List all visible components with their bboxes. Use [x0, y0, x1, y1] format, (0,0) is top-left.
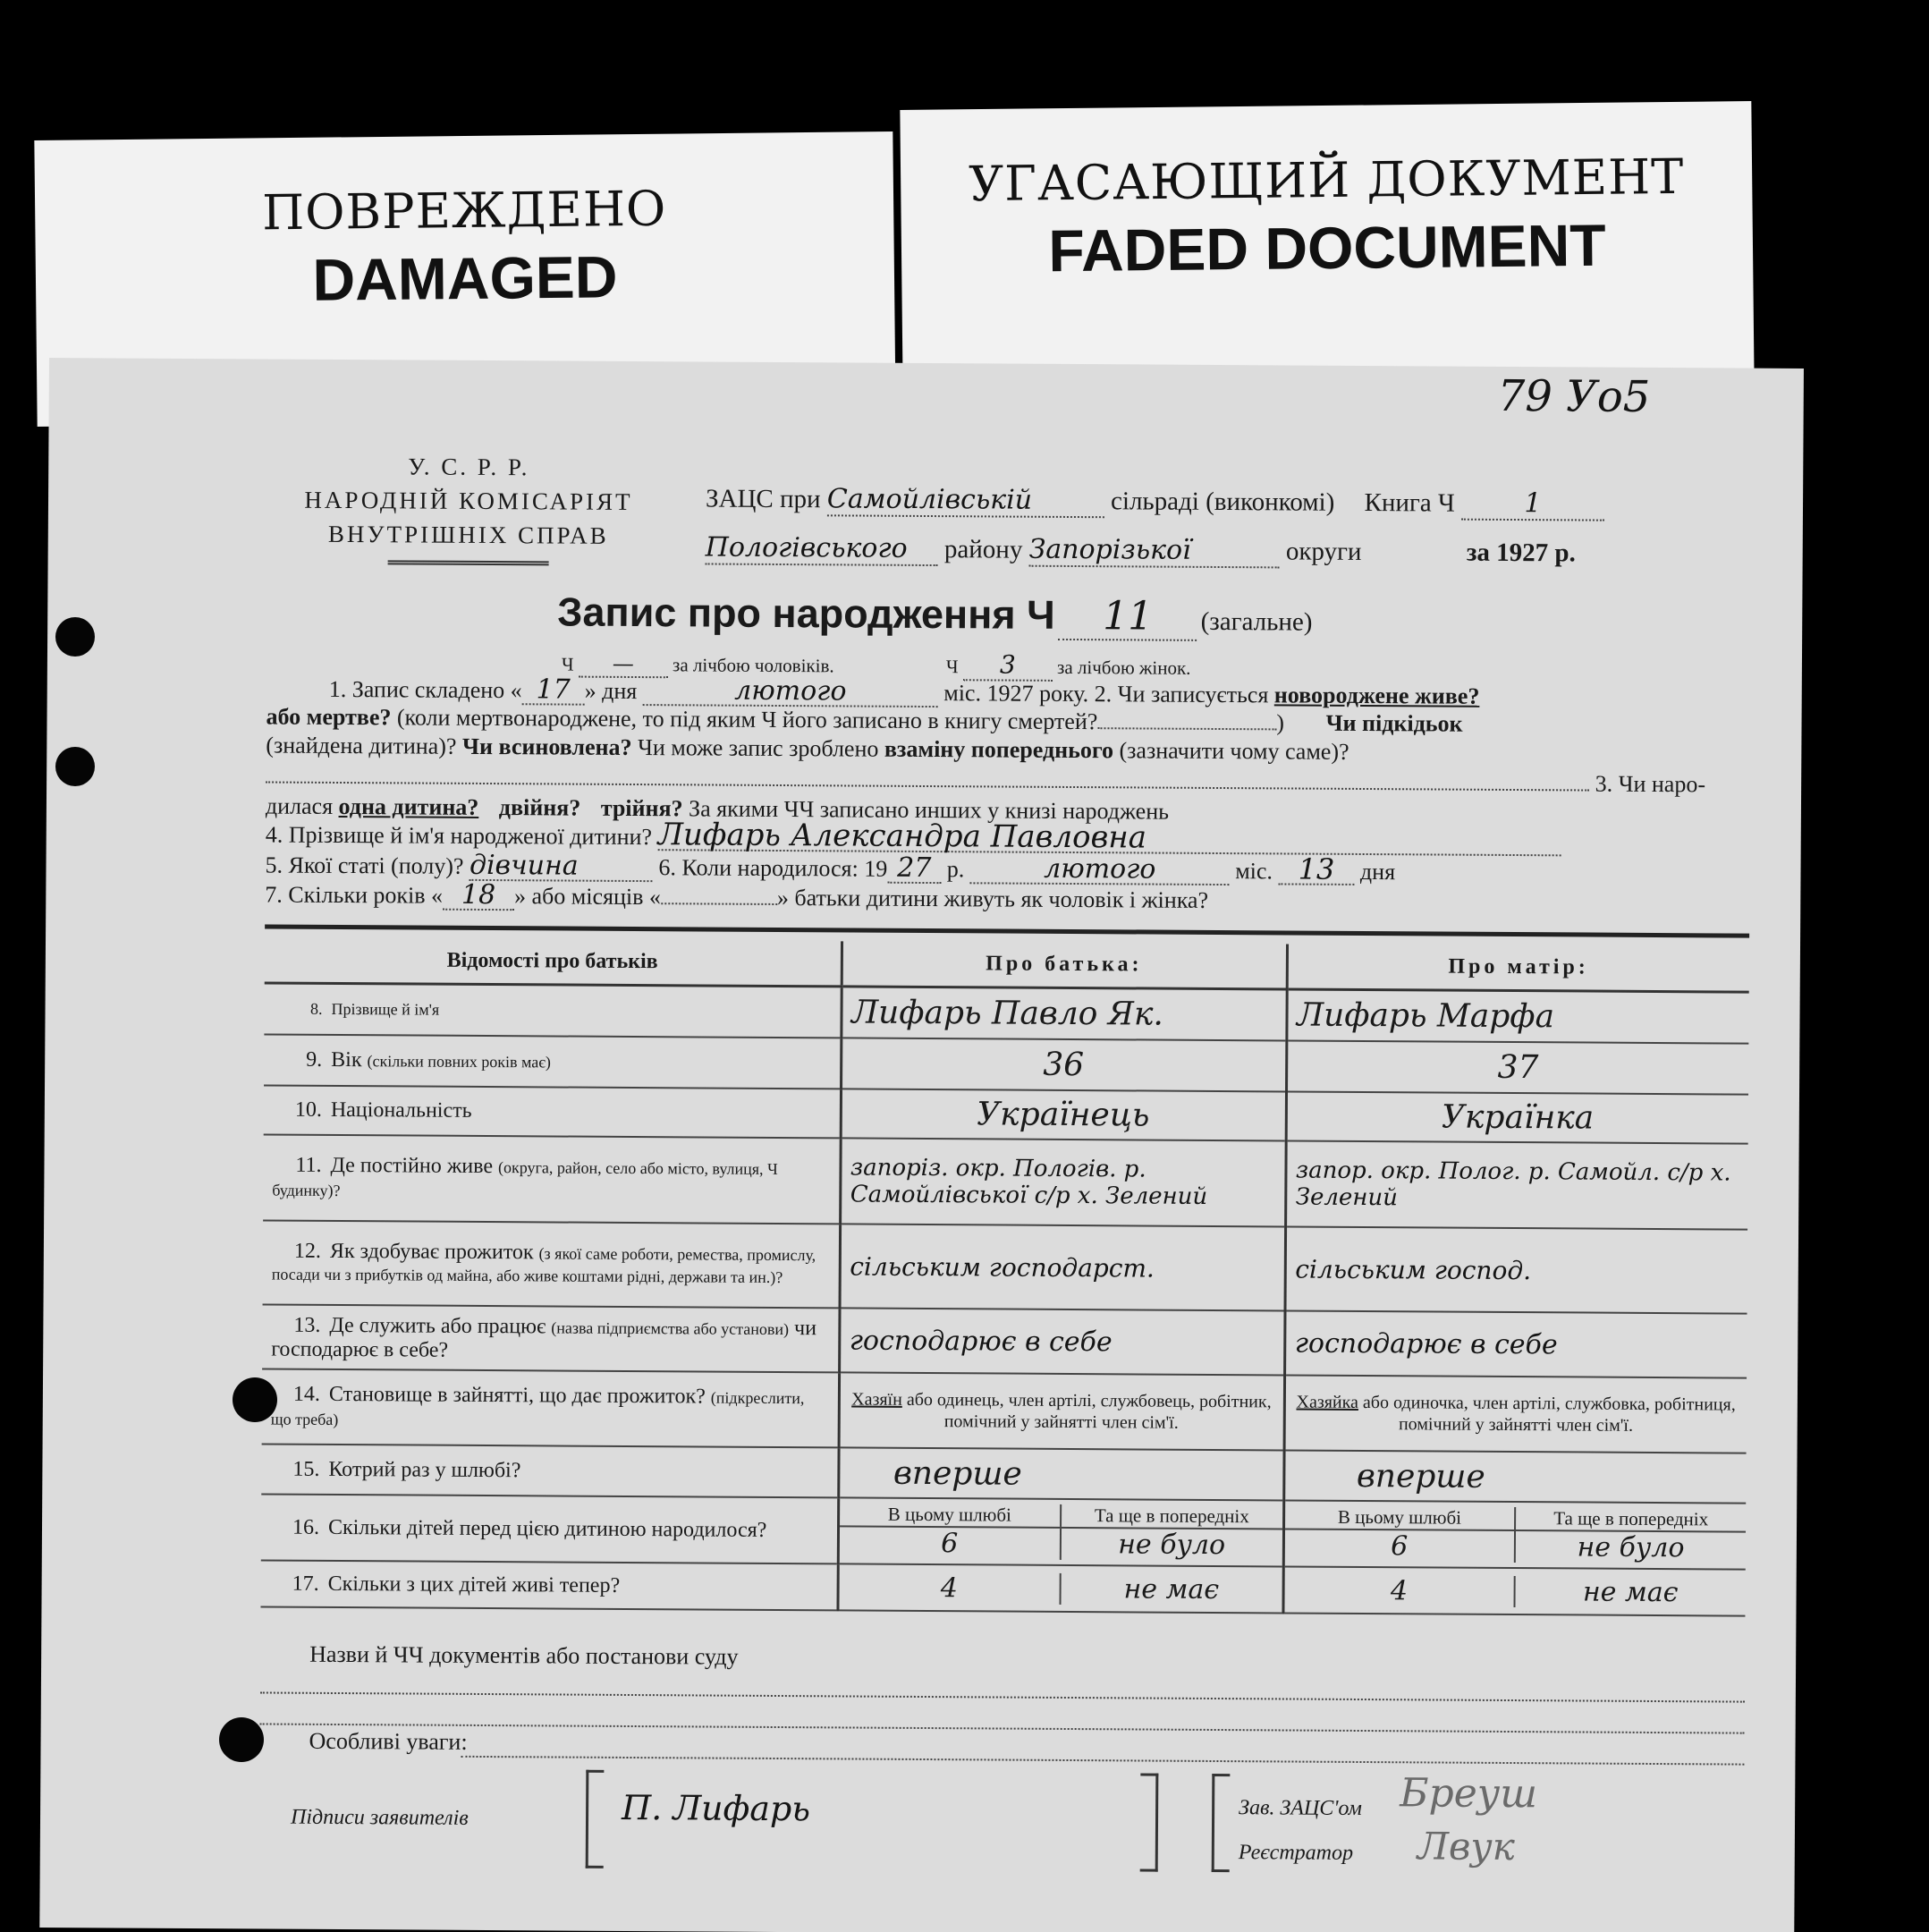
- l1-c: міс. 1927 року. 2. Чи записується: [943, 680, 1269, 708]
- father-age: 36: [841, 1038, 1286, 1091]
- child-sex: дівчина: [470, 852, 653, 882]
- record-day: 17: [522, 675, 585, 705]
- men-count-suffix: за лічбою чоловіків.: [672, 654, 834, 677]
- row-number: 13.: [293, 1313, 321, 1337]
- father-alive-prev: не має: [1060, 1572, 1282, 1606]
- row-label: Вік: [331, 1047, 362, 1072]
- notes-blank-line: [461, 1756, 1744, 1766]
- signers-bracket-left: [586, 1770, 605, 1868]
- mother-livelihood: сільським господ.: [1285, 1226, 1748, 1313]
- row-label: Котрий раз у шлюбі?: [328, 1457, 521, 1482]
- zags-line: [706, 482, 1604, 521]
- father-alive-this: 4: [940, 1572, 959, 1604]
- ministry-line-1: НАРОДНІЙ КОМІСАРІЯТ: [304, 486, 633, 515]
- table-row: [263, 1220, 1748, 1313]
- row-hint: (скільки повних років має): [367, 1052, 552, 1072]
- table-row: [261, 1444, 1746, 1503]
- l8-c: » батьки дитини живуть як чоловік і жінка?: [776, 884, 1209, 913]
- father-residence: запоріз. окр. Пологів. р. Самойлівської с/р х. Зелений: [840, 1138, 1286, 1226]
- l6-a: 4. Прізвище й ім'я народженої дитини?: [265, 821, 653, 851]
- record-title: [557, 589, 1313, 641]
- row-question: [264, 1034, 841, 1089]
- l3-d: взаміну попереднього: [884, 735, 1114, 764]
- col-header-father: Про батька:: [842, 941, 1287, 988]
- father-nationality: Українець: [841, 1089, 1286, 1140]
- registrar-label: Реєстратор: [1238, 1841, 1354, 1865]
- title-suffix: (загальне): [1200, 606, 1313, 637]
- row-label: Як здобуває прожиток: [329, 1239, 534, 1265]
- father-status-options: або одинець, член артілі, службовець, робітник, помічний у зайнятті член сім'ї.: [906, 1389, 1272, 1433]
- mother-status-selected: Хазяйка: [1296, 1392, 1359, 1412]
- zags-value: Самойлівській: [827, 483, 1104, 518]
- notice-en-text: DAMAGED: [312, 243, 618, 313]
- table-row: [260, 1560, 1745, 1615]
- notice-ru-text: ПОВРЕЖДЕНО: [261, 180, 667, 242]
- zags-head-label: Зав. ЗАЦС'ом: [1239, 1796, 1362, 1820]
- mother-alive-prev: не має: [1514, 1576, 1746, 1609]
- mother-children-alive: [1282, 1566, 1745, 1615]
- state-abbrev: У. С. Р. Р.: [408, 453, 530, 481]
- l8-blank: [661, 902, 777, 905]
- row-label: Де постійно живе: [330, 1153, 494, 1179]
- row-question: [263, 1220, 841, 1308]
- father-livelihood: сільським господарст.: [840, 1224, 1286, 1310]
- l1-a: 1. Запис складено «: [328, 675, 522, 704]
- l5-b: одна дитина?: [338, 792, 479, 820]
- row-label: Національність: [330, 1097, 472, 1123]
- row-question: [264, 1085, 841, 1138]
- l7-e: дня: [1359, 858, 1396, 886]
- col-header-mother: Про матір:: [1287, 944, 1749, 991]
- l5-c: двійня?: [498, 794, 581, 821]
- mother-alive-this: 4: [1390, 1574, 1409, 1606]
- l8-a: 7. Скільки років «: [265, 881, 444, 909]
- binder-hole: [55, 747, 95, 786]
- birth-year: 27: [887, 854, 941, 884]
- signature-block: [246, 1767, 1749, 1893]
- row-question: [262, 1304, 839, 1372]
- district-label: району: [943, 535, 1023, 564]
- men-count-label: Ч: [561, 653, 574, 675]
- father-marriage-count: вперше: [838, 1447, 1283, 1500]
- district-value: Пологівського: [706, 531, 938, 566]
- council-label: сільраді (виконкомі): [1110, 487, 1335, 517]
- row-question: [261, 1444, 838, 1497]
- table-top-rule: [265, 924, 1749, 937]
- l1-d: новороджене живе?: [1273, 682, 1480, 709]
- sub-header-previous: Та ще в попередніх: [1060, 1504, 1282, 1529]
- sub-header-previous: Та ще в попередніх: [1514, 1507, 1746, 1531]
- l3-e: (зазначити чому саме)?: [1119, 737, 1349, 765]
- father-children-prev: не було: [1060, 1529, 1282, 1562]
- marriage-years: 18: [443, 881, 514, 911]
- row-number: 10.: [294, 1097, 322, 1122]
- l5-d: трійня?: [600, 794, 683, 822]
- l3-a: (знайдена дитина)?: [266, 732, 457, 759]
- father-children-alive: [837, 1563, 1282, 1613]
- l2-b: (коли мертвонароджене, то під яким Ч його записано в книгу смертей?: [396, 704, 1098, 735]
- mother-status-options: або одиночка, член артілі, службовка, робітниця, помічний у зайнятті член сім'ї.: [1362, 1392, 1736, 1436]
- row-label: Становище в зайнятті, що дає прожиток?: [328, 1382, 706, 1409]
- row-question: [263, 1134, 841, 1224]
- binder-hole: [219, 1717, 264, 1762]
- row-question: [260, 1560, 837, 1610]
- ministry-line-2: ВНУТРІШНІХ СПРАВ: [327, 520, 609, 549]
- row-hint: (з якої саме роботи, ремества, промислу, посади чи з прибутків од майна, або живе коштами рідні, держави та ин.)?: [271, 1244, 816, 1287]
- table-row: [262, 1304, 1747, 1377]
- l2-c: ): [1276, 709, 1285, 736]
- corner-archive-number: 79 Уо5: [1497, 370, 1651, 422]
- l2-a: або мертве?: [266, 703, 392, 731]
- l2-d: Чи підкідьок: [1325, 709, 1463, 737]
- registrar-signature: Лвук: [1417, 1824, 1515, 1869]
- men-count-value: —: [579, 651, 668, 679]
- women-count-value: 3: [963, 649, 1053, 682]
- row-number: 14.: [292, 1382, 321, 1406]
- row-hint: (назва підприємства або установи): [551, 1318, 790, 1338]
- father-employment-status: [839, 1372, 1285, 1450]
- zags-label: ЗАЦС при: [705, 484, 821, 514]
- table-row: [264, 1085, 1748, 1143]
- row-label-2: чи господарює в себе?: [271, 1316, 817, 1362]
- l7-d: міс.: [1235, 858, 1273, 885]
- father-workplace: господарює в себе: [839, 1308, 1284, 1375]
- table-row: [264, 1034, 1748, 1094]
- father-children-this: 6: [941, 1528, 959, 1560]
- l1-b: » дня: [584, 677, 638, 705]
- father-status-selected: Хазяїн: [851, 1389, 902, 1410]
- book-label: Книга Ч: [1364, 487, 1455, 518]
- father-surname-name: Лифарь Павло Як.: [841, 986, 1286, 1040]
- birth-month: лютого: [970, 854, 1230, 886]
- book-value: 1: [1461, 487, 1604, 521]
- signers-label: Підписи заявителів: [290, 1805, 469, 1830]
- binder-hole: [233, 1377, 277, 1422]
- faded-notice-card: [900, 101, 1754, 396]
- mother-nationality: Українка: [1286, 1091, 1748, 1143]
- mother-children-born: [1283, 1500, 1746, 1569]
- row-question: [262, 1368, 840, 1447]
- documents-blank-line: [260, 1723, 1745, 1733]
- sub-header-this-marriage: В цьому шлюбі: [1337, 1505, 1462, 1529]
- year-label: за 1927 р.: [1466, 538, 1576, 568]
- l3-b: Чи всиновлена?: [461, 733, 632, 760]
- mother-surname-name: Лифарь Марфа: [1286, 988, 1748, 1043]
- title-text: Запис про народження Ч: [557, 589, 1055, 638]
- birth-day: 13: [1278, 855, 1354, 886]
- mother-age: 37: [1286, 1040, 1748, 1094]
- row-number: 11.: [295, 1153, 322, 1177]
- row-question: [264, 982, 841, 1038]
- l8-b: » або місяців «: [513, 883, 661, 911]
- documents-label: Назви й ЧЧ документів або постанови суду: [309, 1640, 739, 1670]
- notice-ru-text: УГАСАЮЩИЙ ДОКУМЕНТ: [968, 148, 1685, 213]
- signer-signature: П. Лифарь: [621, 1787, 811, 1829]
- l5-a: дилася: [265, 792, 334, 819]
- binder-hole: [55, 617, 95, 657]
- row-number: 8.: [310, 999, 323, 1018]
- mother-workplace: господарює в себе: [1284, 1310, 1747, 1377]
- row-label: Скільки дітей перед цією дитиною народилося?: [327, 1515, 767, 1542]
- officials-bracket-left: [1212, 1774, 1231, 1872]
- mother-children-this: 6: [1391, 1530, 1409, 1563]
- l3-c: Чи може запис зроблено: [637, 734, 879, 762]
- row-hint: (округа, район, село або місто, вулиця, Ч будинку)?: [272, 1158, 778, 1200]
- col-header-info: Відомості про батьків: [265, 937, 842, 986]
- father-children-born: [838, 1497, 1283, 1566]
- mother-employment-status: [1284, 1375, 1747, 1453]
- table-row: [264, 982, 1748, 1043]
- l2-blank: [1097, 727, 1276, 730]
- documents-blank-line: [260, 1691, 1745, 1702]
- issuer-block: [254, 448, 684, 566]
- row-number: 15.: [292, 1457, 320, 1481]
- table-row: [262, 1368, 1747, 1453]
- record-number: 11: [1059, 593, 1197, 641]
- child-name: Лифарь Александра Павловна: [657, 821, 1561, 856]
- mother-marriage-count: вперше: [1283, 1450, 1746, 1503]
- okrug-value: Запорізької: [1029, 534, 1280, 569]
- row-number: 16.: [292, 1515, 320, 1539]
- district-line: [706, 531, 1576, 570]
- row-number: 17.: [292, 1572, 319, 1596]
- parents-table: [260, 937, 1749, 1616]
- signers-bracket-right: [1140, 1773, 1159, 1871]
- notice-en-text: FADED DOCUMENT: [1047, 211, 1607, 284]
- women-count-suffix: за лічбою жінок.: [1056, 656, 1191, 679]
- table-row: [263, 1134, 1748, 1229]
- table-row: [261, 1494, 1746, 1569]
- double-rule: [388, 560, 549, 565]
- notes-label: Особливі уваги:: [309, 1727, 468, 1755]
- row-hint: (підкреслити, що треба): [270, 1388, 805, 1428]
- l7-b: 6. Коли народилося: 19: [658, 854, 888, 882]
- l4-blank: [266, 781, 1589, 791]
- row-label: Де служить або працює: [329, 1313, 546, 1338]
- row-question: [261, 1494, 838, 1563]
- birth-record-sheet: [39, 358, 1804, 1932]
- mother-children-prev: не було: [1514, 1531, 1746, 1564]
- sub-header-this-marriage: В цьому шлюбі: [887, 1503, 1011, 1526]
- l4-a: 3. Чи наро-: [1595, 770, 1706, 798]
- record-month: лютого: [643, 676, 938, 708]
- l7-a: 5. Якої статі (полу)?: [265, 852, 464, 879]
- zags-head-signature: Бреуш: [1400, 1770, 1538, 1818]
- okrug-label: округи: [1285, 537, 1362, 566]
- mother-residence: запор. окр. Полог. р. Самойл. с/р х. Зелений: [1285, 1140, 1748, 1229]
- row-label: Скільки з цих дітей живі тепер?: [327, 1572, 621, 1597]
- women-count-label: Ч: [945, 656, 959, 678]
- l7-c: р.: [946, 856, 965, 883]
- row-number: 9.: [306, 1047, 323, 1072]
- row-label: Прізвище й ім'я: [331, 999, 440, 1019]
- row-number: 12.: [293, 1239, 321, 1263]
- l5-e: За якими ЧЧ записано инших у книзі народжень: [689, 795, 1170, 825]
